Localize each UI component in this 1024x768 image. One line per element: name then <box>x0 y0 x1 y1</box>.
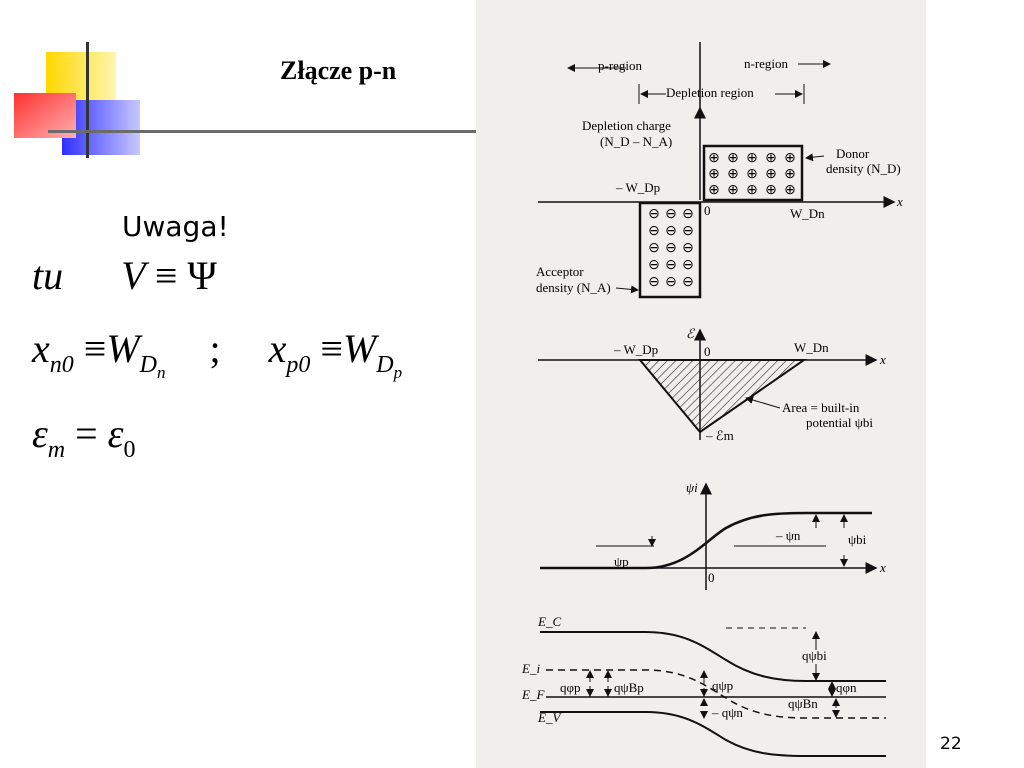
donor-ion-symbol: ⊕ <box>727 183 739 198</box>
acceptor-ion-symbol: ⊖ <box>665 241 677 256</box>
eq-eps-0: $\varepsilon_0$ <box>107 411 136 463</box>
page-number: 22 <box>940 734 962 754</box>
donor-ion-symbol: ⊕ <box>765 151 777 166</box>
acceptor-ion-symbol: ⊖ <box>648 207 660 222</box>
ec-label: E_C <box>538 614 562 629</box>
x-axis-label-3: x <box>880 560 886 575</box>
psi-i-label: ψi <box>686 480 698 495</box>
acceptor-ion-symbol: ⊖ <box>648 258 660 273</box>
slide-title: Złącze p-n <box>280 56 397 85</box>
donor-ion-symbol: ⊕ <box>727 151 739 166</box>
depletion-charge-label: Depletion charge <box>582 118 671 133</box>
donor-ion-symbol: ⊕ <box>784 167 796 182</box>
minus-q-psi-n-label: – qψn <box>712 705 743 720</box>
donor-ion-symbol: ⊕ <box>746 167 758 182</box>
eq-equiv-2: ≡ <box>83 326 107 371</box>
depletion-charge-formula: (N_D – N_A) <box>600 134 673 149</box>
donor-label-2: density (N_D) <box>826 161 901 176</box>
eq-eps-m: $\varepsilon_m$ <box>32 411 66 463</box>
acceptor-ion-symbol: ⊖ <box>648 241 660 256</box>
acceptor-ion-symbol: ⊖ <box>682 275 694 290</box>
donor-ion-symbol: ⊕ <box>746 151 758 166</box>
psi-p-label: ψp <box>614 554 629 569</box>
depletion-region-label: Depletion region <box>666 85 754 100</box>
donor-ion-symbol: ⊕ <box>746 183 758 198</box>
donor-label: Donor <box>836 146 870 161</box>
zero-label-3: 0 <box>708 570 715 585</box>
donor-ion-symbol: ⊕ <box>727 167 739 182</box>
zero-label-1: 0 <box>704 203 711 218</box>
eq-tu: tu <box>32 253 64 298</box>
slide-logo-decoration <box>0 0 140 160</box>
acceptor-minus-symbols <box>648 207 694 290</box>
ev-label: E_V <box>538 710 561 725</box>
acceptor-ion-symbol: ⊖ <box>665 275 677 290</box>
q-psi-bi-label: qψbi <box>802 648 827 663</box>
q-phi-n-label: qφn <box>836 680 857 695</box>
acceptor-ion-symbol: ⊖ <box>682 258 694 273</box>
psi-bi-label: ψbi <box>848 532 867 547</box>
eq-equiv-1: ≡ <box>154 253 178 298</box>
minus-wdp-label-2: – W_Dp <box>614 342 659 357</box>
equation-v-psi <box>32 252 217 299</box>
eq-v: V <box>121 253 145 298</box>
zero-label-2: 0 <box>704 344 711 359</box>
q-psi-bn-label: qψBn <box>788 696 818 711</box>
eq-wdn: $W_{D_n}$ <box>106 326 166 382</box>
acceptor-ion-symbol: ⊖ <box>665 207 677 222</box>
field-axis-label: ℰ <box>686 326 694 341</box>
pn-junction-figure <box>476 0 926 768</box>
q-phi-p-label: qφp <box>560 680 581 695</box>
acceptor-ion-symbol: ⊖ <box>648 275 660 290</box>
minus-psi-n-label: – ψn <box>776 528 801 543</box>
donor-ion-symbol: ⊕ <box>708 151 720 166</box>
acceptor-ion-symbol: ⊖ <box>648 224 660 239</box>
x-axis-label-2: x <box>880 352 886 367</box>
q-psi-bp-label: qψBp <box>614 680 644 695</box>
donor-ion-symbol: ⊕ <box>708 183 720 198</box>
acceptor-label: Acceptor <box>536 264 584 279</box>
ef-label: E_F <box>522 687 545 702</box>
n-region-label: n-region <box>744 56 789 71</box>
eq-xp0: $x_{p0}$ <box>268 326 311 378</box>
eq-equals: = <box>75 411 98 456</box>
eq-psi: Ψ <box>187 253 217 298</box>
x-axis-label-1: x <box>897 194 903 209</box>
donor-ion-symbol: ⊕ <box>765 183 777 198</box>
wdn-label-1: W_Dn <box>790 206 825 221</box>
wdn-label-2: W_Dn <box>794 340 829 355</box>
acceptor-ion-symbol: ⊖ <box>682 241 694 256</box>
minus-wdp-label-1: – W_Dp <box>616 180 661 195</box>
equation-widths <box>32 325 402 383</box>
donor-ion-symbol: ⊕ <box>784 151 796 166</box>
acceptor-label-2: density (N_A) <box>536 280 611 295</box>
donor-ion-symbol: ⊕ <box>765 167 777 182</box>
equation-field <box>32 410 135 464</box>
eq-wdp: $W_{D_p}$ <box>342 326 403 382</box>
eq-xn0: $x_{n0}$ <box>32 326 74 378</box>
area-label: Area = built-in <box>782 400 860 415</box>
eq-equiv-3: ≡ <box>320 326 343 371</box>
acceptor-ion-symbol: ⊖ <box>665 224 677 239</box>
donor-ion-symbol: ⊕ <box>708 167 720 182</box>
acceptor-ion-symbol: ⊖ <box>665 258 677 273</box>
ei-label: E_i <box>522 661 541 676</box>
acceptor-ion-symbol: ⊖ <box>682 224 694 239</box>
p-region-label: p-region <box>598 58 643 73</box>
acceptor-ion-symbol: ⊖ <box>682 207 694 222</box>
note-label: Uwaga! <box>122 210 229 243</box>
title-underline <box>48 130 478 133</box>
donor-ion-symbol: ⊕ <box>784 183 796 198</box>
minus-em-label: – ℰm <box>706 428 734 443</box>
eq-separator: ; <box>209 326 221 371</box>
area-label-2: potential ψbi <box>806 415 873 430</box>
q-psi-p-label: qψp <box>712 678 734 693</box>
